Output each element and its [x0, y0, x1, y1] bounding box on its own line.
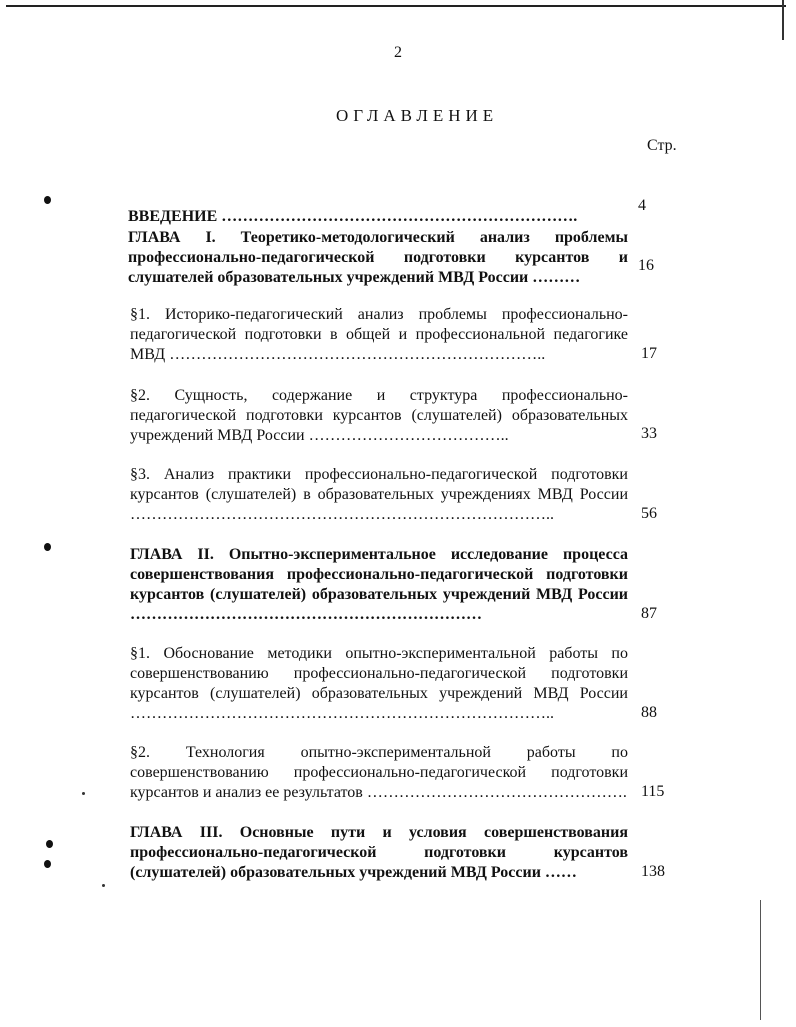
- toc-page-number: 17: [641, 345, 657, 362]
- toc-page-number: 33: [641, 425, 657, 442]
- toc-page-number: 88: [641, 704, 657, 721]
- scan-border-right-lower: [760, 900, 761, 1020]
- toc-page-number: 4: [638, 197, 646, 214]
- toc-entry-section[interactable]: §3. Анализ практики профессионально-педагогической подготовки курсантов (слушателей) в образовательных учреждениях МВД России ……………………………………………………………………..: [130, 466, 628, 523]
- toc-title: ОГЛАВЛЕНИЕ: [336, 106, 499, 125]
- punch-hole-mark: [46, 840, 53, 848]
- scan-border-right: [782, 0, 784, 40]
- scan-border-top: [6, 5, 786, 7]
- punch-hole-mark: [44, 543, 51, 551]
- page-number: 2: [394, 44, 402, 61]
- scan-speck: [82, 792, 85, 795]
- toc-entry-chapter-2[interactable]: ГЛАВА II. Опытно-экспериментальное исследование процесса совершенствования профессионально-педагогической подготовки курсантов (слушателей) образовательных учреждений МВД России …………………………………………………………: [130, 546, 628, 623]
- punch-hole-mark: [44, 860, 51, 868]
- toc-entry-introduction[interactable]: ВВЕДЕНИЕ ………………………………………………………….: [128, 208, 578, 225]
- toc-entry-section[interactable]: §2. Технология опытно-экспериментальной работы по совершенствованию профессионально-педагогической подготовки курсантов и анализ ее результатов ………………………………………….: [130, 744, 628, 801]
- scan-speck: [102, 884, 105, 887]
- toc-entry-section[interactable]: §1. Обоснование методики опытно-экспериментальной работы по совершенствованию профессионально-педагогической подготовки курсантов (слушателей) образовательных учреждений МВД России ……………………………………………………………………..: [130, 645, 628, 722]
- punch-hole-mark: [44, 196, 51, 204]
- toc-entry-section[interactable]: §1. Историко-педагогический анализ проблемы профессионально-педагогической подготовки в общей и профессиональной педагогике МВД ……………………………………………………………..: [130, 306, 628, 363]
- toc-entry-chapter-1[interactable]: ГЛАВА I. Теоретико-методологический анализ проблемы профессионально-педагогической подготовки курсантов и слушателей образовательных учреждений МВД России ………: [128, 229, 628, 286]
- toc-page-number: 138: [641, 863, 665, 880]
- toc-page-number: 87: [641, 605, 657, 622]
- page-column-header: Стр.: [647, 137, 677, 154]
- toc-page-number: 16: [638, 257, 654, 274]
- toc-page-number: 115: [641, 783, 665, 800]
- toc-page-number: 56: [641, 505, 657, 522]
- toc-entry-section[interactable]: §2. Сущность, содержание и структура профессионально-педагогической подготовки курсантов (слушателей) образовательных учреждений МВД России ………………………………..: [130, 387, 628, 444]
- toc-entry-chapter-3[interactable]: ГЛАВА III. Основные пути и условия совершенствования профессионально-педагогической подготовки курсантов (слушателей) образовательных учреждений МВД России ……: [130, 824, 628, 881]
